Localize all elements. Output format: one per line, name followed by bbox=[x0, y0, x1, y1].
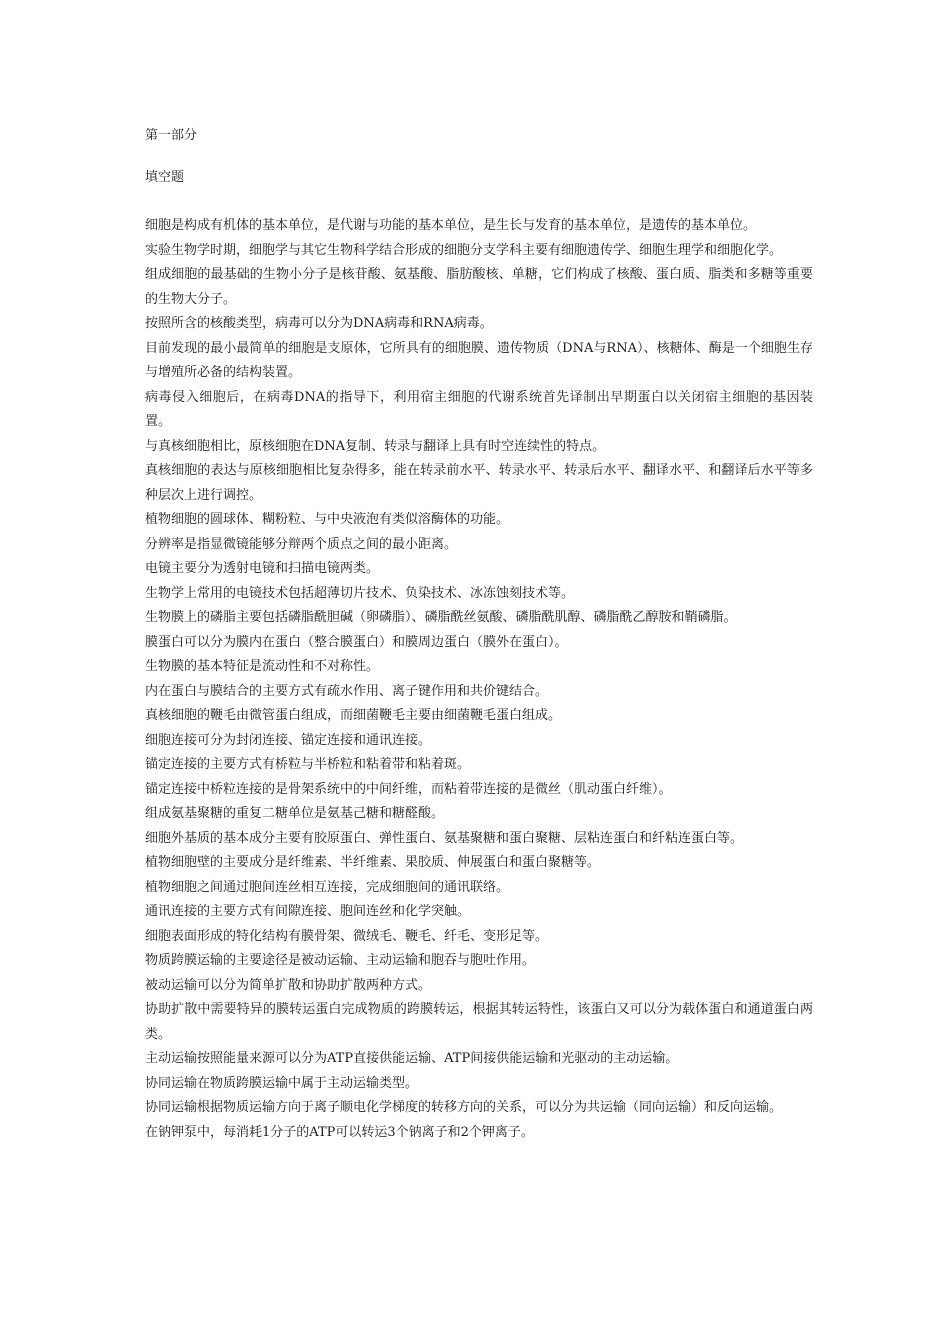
list-item: 被动运输可以分为简单扩散和协助扩散两种方式。 bbox=[145, 977, 432, 993]
list-item: 分辨率是指显微镜能够分辩两个质点之间的最小距离。 bbox=[145, 536, 458, 552]
list-item: 植物细胞的圆球体、糊粉粒、与中央液泡有类似溶酶体的功能。 bbox=[145, 512, 510, 527]
list-item: 在钠钾泵中，每消耗1分子的ATP可以转运3个钠离子和2个钾离子。 bbox=[145, 1124, 534, 1140]
list-item: 锚定连接的主要方式有桥粒与半桥粒和粘着带和粘着斑。 bbox=[145, 757, 471, 772]
list-item: 真核细胞的鞭毛由微管蛋白组成，而细菌鞭毛主要由细菌鞭毛蛋白组成。 bbox=[145, 708, 562, 723]
list-item: 植物细胞壁的主要成分是纤维素、半纤维素、果胶质、伸展蛋白和蛋白聚糖等。 bbox=[145, 855, 601, 870]
list-item: 物质跨膜运输的主要途径是被动运输、主动运输和胞吞与胞吐作用。 bbox=[145, 953, 536, 968]
section-title: 填空题 bbox=[145, 170, 185, 185]
list-item: 实验生物学时期，细胞学与其它生物科学结合形成的细胞分支学科主要有细胞遗传学、细胞生理学和细胞化学。 bbox=[145, 242, 783, 258]
list-item: 细胞是构成有机体的基本单位，是代谢与功能的基本单位，是生长与发育的基本单位，是遗传的基本单位。 bbox=[145, 218, 757, 233]
list-item: 真核细胞的表达与原核细胞相比复杂得多，能在转录前水平、转录水平、转录后水平、翻译水平、和翻译后水平等多种层次上进行调控。 bbox=[145, 463, 813, 503]
list-item: 植物细胞之间通过胞间连丝相互连接，完成细胞间的通讯联络。 bbox=[145, 879, 510, 895]
list-item: 细胞表面形成的特化结构有膜骨架、微绒毛、鞭毛、纤毛、变形足等。 bbox=[145, 928, 549, 944]
list-item: 膜蛋白可以分为膜内在蛋白（整合膜蛋白）和膜周边蛋白（膜外在蛋白）。 bbox=[145, 634, 568, 650]
document-body bbox=[145, 126, 813, 1145]
list-item: 按照所含的核酸类型，病毒可以分为DNA病毒和RNA病毒。 bbox=[145, 316, 493, 331]
part-title: 第一部分 bbox=[145, 128, 198, 143]
list-item: 协同运输根据物质运输方向于离子顺电化学梯度的转移方向的关系，可以分为共运输（同向运输）和反向运输。 bbox=[145, 1100, 783, 1115]
list-item: 目前发现的最小最简单的细胞是支原体，它所具有的细胞膜、遗传物质（DNA与RNA）、核糖体、酶是一个细胞生存与增殖所必备的结构装置。 bbox=[145, 340, 813, 380]
list-item: 生物膜上的磷脂主要包括磷脂酰胆碱（卵磷脂）、磷脂酰丝氨酸、磷脂酰肌醇、磷脂酰乙醇胺和鞘磷脂。 bbox=[145, 610, 737, 625]
list-item: 协助扩散中需要特异的膜转运蛋白完成物质的跨膜转运，根据其转运特性，该蛋白又可以分为载体蛋白和通道蛋白两类。 bbox=[145, 1002, 813, 1042]
list-item: 病毒侵入细胞后，在病毒DNA的指导下，利用宿主细胞的代谢系统首先译制出早期蛋白以关闭宿主细胞的基因装置。 bbox=[145, 389, 813, 429]
list-item: 主动运输按照能量来源可以分为ATP直接供能运输、ATP间接供能运输和光驱动的主动运输。 bbox=[145, 1051, 679, 1066]
list-item: 生物学上常用的电镜技术包括超薄切片技术、负染技术、冰冻蚀刻技术等。 bbox=[145, 585, 575, 601]
list-item: 组成细胞的最基础的生物小分子是核苷酸、氨基酸、脂肪酸核、单糖，它们构成了核酸、蛋白质、脂类和多糖等重要的生物大分子。 bbox=[145, 267, 813, 307]
list-item: 通讯连接的主要方式有间隙连接、胞间连丝和化学突触。 bbox=[145, 904, 471, 919]
list-item: 细胞外基质的基本成分主要有胶原蛋白、弹性蛋白、氨基聚糖和蛋白聚糖、层粘连蛋白和纤粘连蛋白等。 bbox=[145, 830, 744, 846]
list-item: 与真核细胞相比，原核细胞在DNA复制、转录与翻译上具有时空连续性的特点。 bbox=[145, 438, 606, 454]
list-item: 电镜主要分为透射电镜和扫描电镜两类。 bbox=[145, 561, 380, 576]
list-item: 内在蛋白与膜结合的主要方式有疏水作用、离子键作用和共价键结合。 bbox=[145, 683, 549, 699]
list-item: 细胞连接可分为封闭连接、锚定连接和通讯连接。 bbox=[145, 732, 432, 748]
list-item: 锚定连接中桥粒连接的是骨架系统中的中间纤维，而粘着带连接的是微丝（肌动蛋白纤维）。 bbox=[145, 781, 672, 797]
list-item: 组成氨基聚糖的重复二糖单位是氨基己糖和糖醛酸。 bbox=[145, 806, 445, 821]
list-item: 协同运输在物质跨膜运输中属于主动运输类型。 bbox=[145, 1075, 419, 1091]
fill-in-list bbox=[145, 214, 813, 1145]
list-item: 生物膜的基本特征是流动性和不对称性。 bbox=[145, 659, 380, 674]
